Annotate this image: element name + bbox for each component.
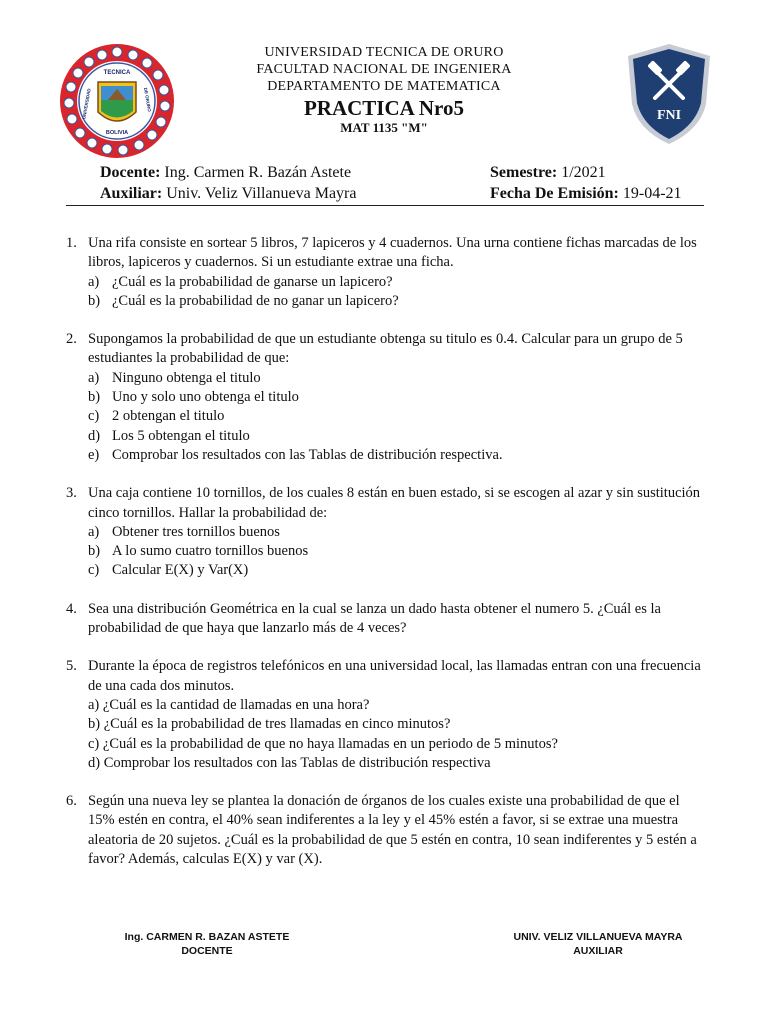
question-1 [66,234,706,311]
semestre-label: Semestre: [490,164,558,181]
question-item: d) Los 5 obtengan el titulo [88,427,250,444]
question-item: a) Ninguno obtenga el titulo [88,369,261,386]
svg-text:TECNICA: TECNICA [103,70,131,76]
document-header [200,44,568,136]
faculty-name: FACULTAD NACIONAL DE INGENIERA [256,62,512,77]
fecha-label: Fecha De Emisión: [490,185,619,202]
question-text: Durante la época de registros telefónicos en una universidad local, las llamadas entran con una frecuencia de una cada dos minutos. [88,658,701,694]
question-item: c) 2 obtengan el titulo [88,408,225,425]
question-number: 2. [66,331,77,348]
question-6 [66,792,706,869]
svg-text:UNIVERSIDAD: UNIVERSIDAD [81,88,92,120]
docente-role: DOCENTE [181,945,233,957]
docente-label: Docente: [100,164,161,181]
university-seal-logo [58,42,176,160]
question-item: c) ¿Cuál es la probabilidad de que no haya llamadas en un periodo de 5 minutos? [88,735,558,752]
question-5 [66,657,706,773]
question-item: e) Comprobar los resultados con las Tablas de distribución respectiva. [88,446,503,463]
fni-shield-logo [626,42,712,146]
question-text: Según una nueva ley se plantea la donación de órganos de los cuales existe una probabilidad de que el 15% estén en contra, el 40% sean indiferentes a la ley y el 45% estén a favor, si se extrae una muestra aleatoria de 20 sujetos. ¿Cuál es la probabilidad de que 5 estén en contra, 10 sean indiferentes y 5 estén a favor? Además, calculas E(X) y var (X). [88,793,697,868]
university-name: UNIVERSIDAD TECNICA DE ORURO [264,45,504,60]
auxiliar-value: Univ. Veliz Villanueva Mayra [166,185,357,202]
question-item: a) Obtener tres tornillos buenos [88,523,280,540]
signature-auxiliar [500,930,696,958]
course-code: MAT 1135 "M" [340,120,428,135]
question-number: 4. [66,600,77,617]
question-item: d) Comprobar los resultados con las Tablas de distribución respectiva [88,754,491,771]
question-number: 6. [66,793,77,810]
document-meta [100,162,704,204]
signature-docente [104,930,310,958]
questions-list [66,234,706,888]
question-item: b) Uno y solo uno obtenga el titulo [88,389,299,406]
svg-text:BOLIVIA: BOLIVIA [105,130,129,136]
svg-text:DE ORURO: DE ORURO [142,87,153,113]
question-item: a) ¿Cuál es la probabilidad de ganarse un lapicero? [88,273,393,290]
header-divider [66,205,704,206]
question-3 [66,484,706,580]
question-text: Una caja contiene 10 tornillos, de los cuales 8 están en buen estado, si se escogen al azar y sin sustitución cinco tornillos. Hallar la probabilidad de: [88,485,701,521]
question-number: 1. [66,235,77,251]
question-item: b) ¿Cuál es la probabilidad de no ganar un lapicero? [88,292,399,309]
question-4 [66,600,706,639]
department-name: DEPARTAMENTO DE MATEMATICA [267,79,501,94]
docente-value: Ing. Carmen R. Bazán Astete [164,164,352,181]
question-item: b) ¿Cuál es la probabilidad de tres llamadas en cinco minutos? [88,716,451,733]
semestre-value: 1/2021 [561,164,606,181]
question-item: b) A lo sumo cuatro tornillos buenos [88,543,309,560]
question-number: 5. [66,658,77,675]
question-2 [66,330,706,465]
question-number: 3. [66,485,77,502]
auxiliar-label: Auxiliar: [100,185,163,202]
fecha-value: 19-04-21 [622,185,682,202]
page-title: PRACTICA Nro5 [303,96,465,120]
auxiliar-name: UNIV. VELIZ VILLANUEVA MAYRA [513,931,683,943]
docente-name: Ing. CARMEN R. BAZAN ASTETE [124,931,290,943]
question-item: c) Calcular E(X) y Var(X) [88,562,249,579]
auxiliar-role: AUXILIAR [573,945,623,957]
question-text: Supongamos la probabilidad de que un estudiante obtenga su titulo es 0.4. Calcular para un grupo de 5 estudiantes la probabilidad de que: [88,331,683,367]
svg-text:FNI: FNI [656,108,682,123]
question-item: a) ¿Cuál es la cantidad de llamadas en una hora? [88,696,370,713]
question-text: Sea una distribución Geométrica en la cual se lanza un dado hasta obtener el numero 5. ¿Cuál es la probabilidad de que haya que lanzarlo más de 4 veces? [88,600,661,637]
question-text: Una rifa consiste en sortear 5 libros, 7 lapiceros y 4 cuadernos. Una urna contiene fichas marcadas de los libros, lapiceros y cuadernos. Si un estudiante extrae una ficha. [88,235,697,271]
